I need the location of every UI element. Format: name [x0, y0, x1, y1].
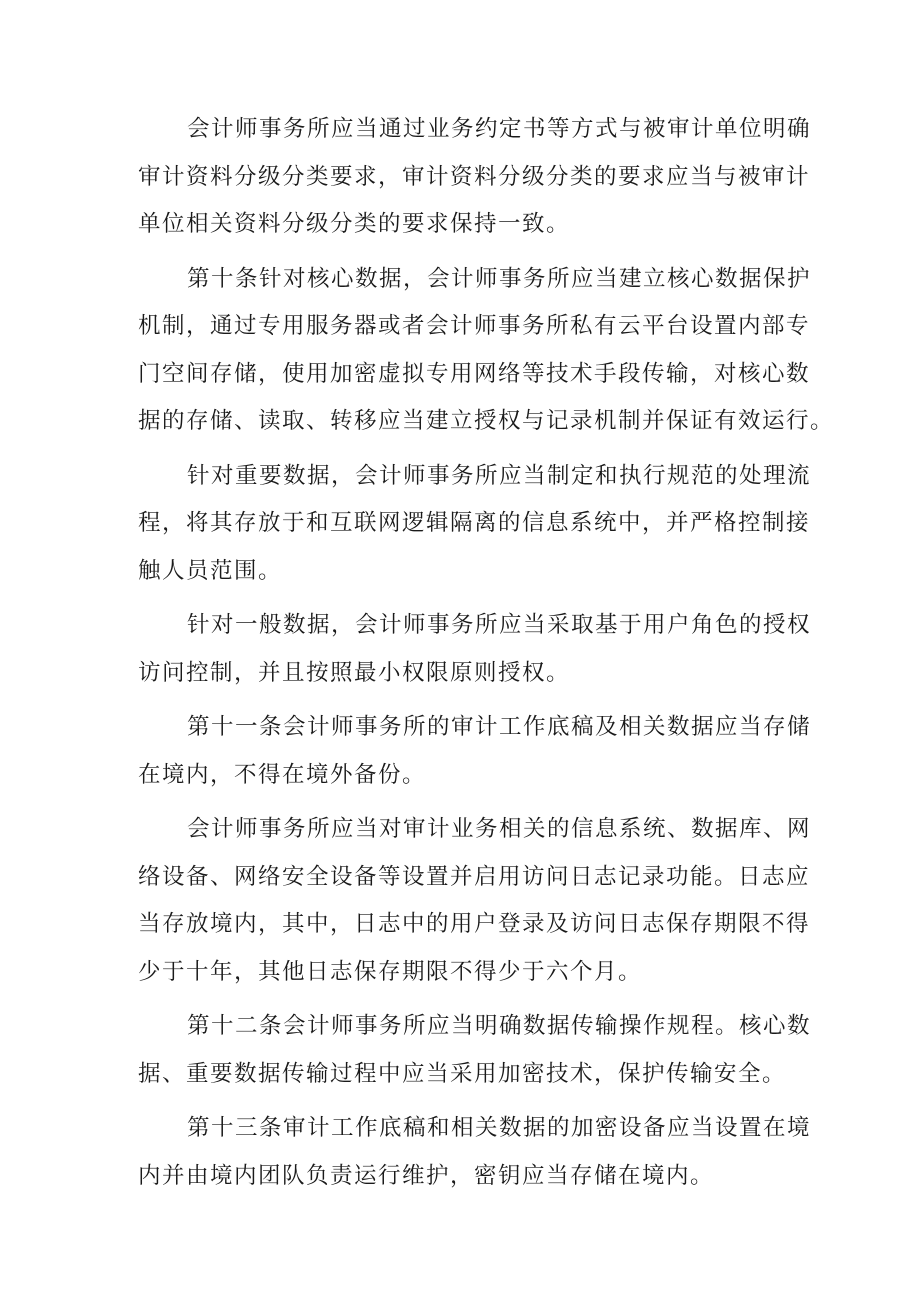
paragraph-7	[138, 1003, 812, 1098]
text-line: 内并由境内团队负责运行维护，密钥应当存储在境内。	[138, 1162, 715, 1189]
text-line: 单位相关资料分级分类的要求保持一致。	[138, 211, 571, 237]
paragraph-6	[138, 806, 812, 996]
paragraph-2	[138, 256, 835, 446]
text-line: 据、重要数据传输过程中应当采用加密技术，保护传输安全。	[138, 1060, 787, 1087]
text-line: 针对一般数据，会计师事务所应当采取基于用户角色的授权	[187, 612, 812, 638]
text-line: 机制，通过专用服务器或者会计师事务所私有云平台设置内部专	[138, 313, 811, 339]
text-line: 会计师事务所应当通过业务约定书等方式与被审计单位明确	[187, 116, 812, 142]
text-line: 访问控制，并且按照最小权限原则授权。	[138, 659, 571, 686]
text-line: 门空间存储，使用加密虚拟专用网络等技术手段传输，对核心数	[138, 360, 811, 387]
text-line: 会计师事务所应当对审计业务相关的信息系统、数据库、网	[187, 816, 812, 842]
text-line: 第十一条会计师事务所的审计工作底稿及相关数据应当存储	[187, 714, 812, 740]
paragraph-5	[138, 704, 812, 799]
text-line: 少于十年，其他日志保存期限不得少于六个月。	[138, 958, 643, 985]
paragraph-4	[138, 602, 812, 697]
paragraph-1	[138, 106, 812, 249]
text-line: 第十三条审计工作底稿和相关数据的加密设备应当设置在境	[187, 1115, 812, 1141]
text-line: 当存放境内，其中，日志中的用户登录及访问日志保存期限不得	[138, 911, 811, 937]
text-line: 第十二条会计师事务所应当明确数据传输操作规程。核心数	[187, 1013, 812, 1039]
paragraph-3	[138, 453, 812, 596]
document-body	[138, 106, 835, 1207]
text-line: 络设备、网络安全设备等设置并启用访问日志记录功能。日志应	[138, 863, 811, 890]
text-line: 触人员范围。	[138, 557, 283, 584]
text-line: 针对重要数据，会计师事务所应当制定和执行规范的处理流	[187, 462, 812, 489]
text-line: 第十条针对核心数据，会计师事务所应当建立核心数据保护	[187, 265, 812, 292]
text-line: 在境内，不得在境外备份。	[138, 761, 427, 788]
text-line: 据的存储、读取、转移应当建立授权与记录机制并保证有效运行。	[138, 408, 835, 434]
text-line: 程，将其存放于和互联网逻辑隔离的信息系统中，并严格控制接	[138, 510, 811, 536]
text-line: 审计资料分级分类要求，审计资料分级分类的要求应当与被审计	[138, 163, 811, 190]
paragraph-8	[138, 1105, 812, 1200]
